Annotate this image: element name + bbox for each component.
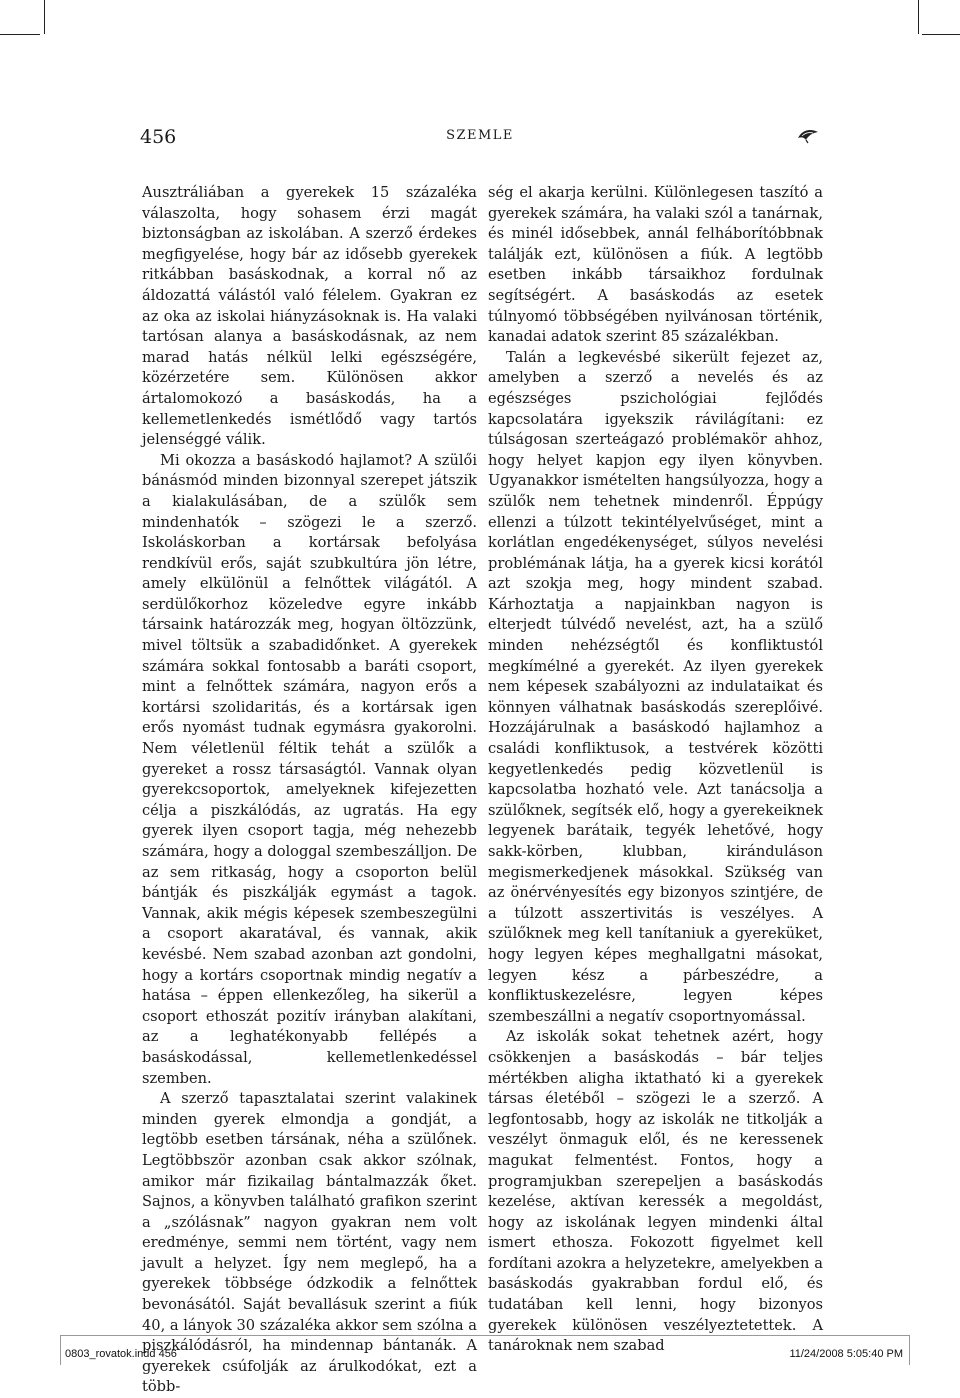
paragraph: Talán a legkevésbé sikerült fejezet az, amelyben a szerző a nevelés és az egészséges pszichológiai fejlődés kapcsolatára igyekszik rávilágítani: ez túlságosan szerteágazó problémakör ahhoz, hogy helyet kapjon egy ilyen könyvben. Ugyanakkor ismételten hangsúlyozza, hogy a szülők nem tehetnek mindenről. Éppúgy ellenzi a túlzott tekintélyelvűséget, mint a korlátlan engedékenységet, súlyos nevelési problémának látja, ha a gyerek kicsi korától azt szokja meg, hogy mindent szabad. Kárhoztatja a napjainkban nagyon is elterjedt túlvédő nevelést, azt, ha a szülő minden nehézségtől és konfliktustól megkímélné a gyerekét. Az ilyen gyerekek nem képesek szabályozni az indulataikat és könnyen válhatnak basáskodás szereplőivé. Hozzájárulnak a basáskodó hajlamhoz a családi konfliktusok, a testvérek közötti kegyetlenkedés pedig közvetlenül is kapcsolatba hozható vele. Azt tanácsolja a szülőknek, segítsék elő, hogy a gyerekeiknek legyenek barátaik, tegyék lehetővé, hogy sakk-körben, klubban, kiránduláson megismerkedjenek másokkal. Szükség van az önérvényesítés egy bizonyos szintjére, de a túlzott asszertivitás is veszélyes. A szülőknek meg kell tanítaniuk a gyereküket, hogy legyen képes meghallgatni másokat, legyen kész a párbeszédre, a konfliktuskezelésre, legyen képes szembeszállni a negatív csoportnyomással. [488,348,824,1025]
crop-mark [0,34,40,35]
paragraph: Mi okozza a basáskodó hajlamot? A szülői bánásmód minden bizonnyal szerepet játszik a kialakulásában, de a szülők sem mindenhatók – szögezi le a szerző. Iskoláskorban a kortársak befolyása rendkívül erős, saját szubkultúra jön létre, amely elkülönül a felnőttek világától. A serdülőkorhoz közeledve egyre inkább társaink határozzák meg, hogyan öltözzünk, mivel töltsük a szabadidőnket. A gyerekek számára sokkal fontosabb a baráti csoport, mint a felnőttek számára, nagyon erős a kortársi szolidaritás, és a kortársak igen erős nyomást tudnak egymásra gyakorolni. Nem véletlenül féltik tehát a szülők a gyereket a rossz társaságtól. Vannak olyan gyerekcsoportok, amelyeknek kifejezetten célja a piszkálódás, az ugratás. Ha egy gyerek ilyen csoport tagja, még nehezebb számára, hogy a dologgal szembeszálljon. De az sem ritkaság, hogy a csoporton belül bántják és piszkálják egymást a tagok. Vannak, akik mégis képesek szembeszegülni a csoport akaratával, és vannak, akik kevésbé. Nem szabad azonban azt gondolni, hogy a kortárs csoportnak mindig negatív a hatása – éppen ellenkezőleg, ha sikerül a csoport ethoszát pozitív irányban alakítani, az a leghatékonyabb fellépés a basáskodással, kellemetlenkedéssel szemben. [142,451,477,1087]
paragraph: Az iskolák sokat tehetnek azért, hogy csökkenjen a basáskodás – bár teljes mértékben aligha iktatható ki a gyerekek társas életéből – szögezi le a szerző. A legfontosabb, hogy az iskolák ne titkolják a veszélyt önmaguk elől, és ne keressenek magukat felmentést. Fontos, hogy a programjukban szerepeljen a basáskodás kezelése, aktívan keressék a megoldást, hogy az iskolának legyen mindenki által ismert ethosza. Fokozott figyelmet kell fordítani azokra a helyzetekre, amelyekben a basáskodás gyakrabban fordul elő, és tudatában kell lenni, hogy bizonyos gyerekek különösen veszélyeztetettek. A tanároknak nem szabad [488,1028,823,1355]
right-column [488,183,823,1357]
paragraph: A szerző tapasztalatai szerint valakinek minden gyerek elmondja a gondját, a legtöbb esetben társának, néha a szülőnek. Legtöbbször azonban csak akkor szólnak, amikor már fizikailag bántalmazzák őket. Sajnos, a könyvben található grafikon szerint a „szólásnak” nagyon gyakran nem volt eredménye, semmi nem történt, vagy nem javult a helyzet. Így nem meglepő, ha a gyerekek többsége ódzkodik a felnőttek bevonásától. Saját bevallásuk szerint a fiúk 40, a lányok 30 százaléka akkor sem szólna a piszkálódásról, ha mindennap bántanák. A gyerekek csúfolják az árulkodókat, ezt a több- [142,1090,477,1396]
slug-filename: 0803_rovatok.indd 456 [65,1348,177,1360]
crop-mark [918,0,919,34]
slug-timestamp: 11/24/2008 5:05:40 PM [789,1348,903,1360]
crop-mark [44,0,45,34]
print-slug [60,1335,910,1365]
left-column [142,183,477,1398]
paragraph: ség el akarja kerülni. Különlegesen taszító a gyerekek számára, ha valaki szól a tanárnak, és minél idősebbek, annál felháborítóbbnak találják ezt, különösen a fiúk. A legtöbb esetben inkább társaikhoz fordulnak segítségért. A basáskodás az esetek túlnyomó többségében nyilvánosan történik, kanadai adatok szerint 85 százalékban. [488,184,823,346]
running-head: SZEMLE [446,128,514,143]
page-number: 456 [140,126,177,148]
crop-mark [922,34,960,35]
leaf-bird-ornament-icon [796,124,820,144]
paragraph: Ausztráliában a gyerekek 15 százaléka válaszolta, hogy sohasem érzi magát biztonságban az iskolában. A szerző érdekes megfigyelése, hogy bár az idősebb gyerekek ritkábban basáskodnak, a korral nő az áldozattá válástól való félelem. Gyakran ez az oka az iskolai hiányzásoknak is. Ha valaki tartósan alanya a basáskodásnak, az nem marad hatás nélkül lelki egészségére, közérzetére sem. Különösen akkor ártalomokozó a basáskodás, ha a kellemetlenkedés ismétlődő vagy tartós jelenséggé válik. [142,184,477,449]
